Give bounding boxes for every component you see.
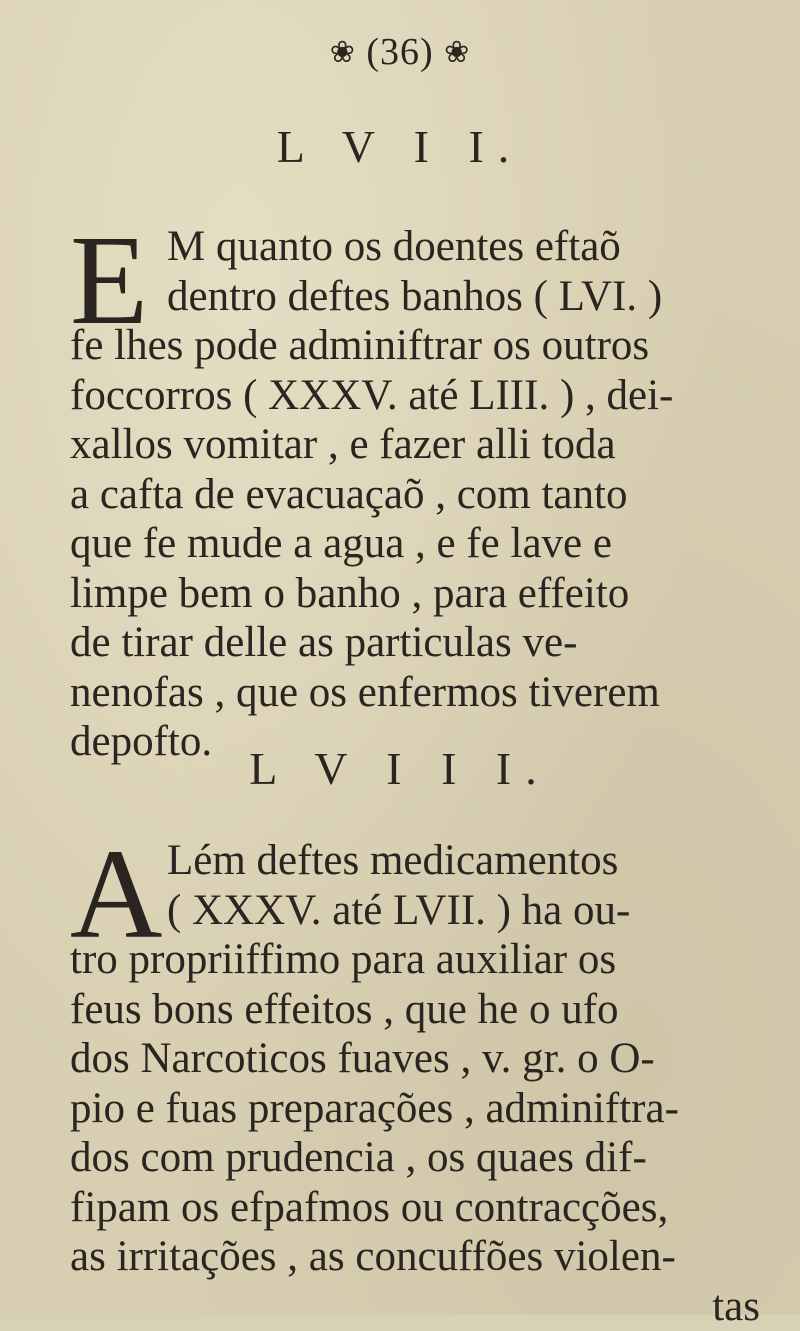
paragraph-lviii (70, 836, 760, 1331)
text-line: pio e fuas preparações , adminiftra- (70, 1084, 760, 1134)
text-line: limpe bem o banho , para effeito (70, 569, 760, 619)
text-line: feus bons effeitos , que he o ufo (70, 985, 760, 1035)
drop-cap-a: A (70, 830, 162, 958)
page-header (0, 30, 800, 74)
text-line: fe lhes pode adminiftrar os outros (70, 321, 760, 371)
section-heading-lvii: L V I I. (0, 120, 800, 173)
drop-cap-e: E (70, 216, 148, 344)
text-line: ( XXXV. até LVII. ) ha ou- (70, 886, 760, 936)
text-line: nenofas , que os enfermos tiverem (70, 668, 760, 718)
text-line: de tirar delle as particulas ve- (70, 618, 760, 668)
text-line: xallos vomitar , e fazer alli toda (70, 420, 760, 470)
text-line: que fe mude a agua , e fe lave e (70, 519, 760, 569)
ornament-right-icon: ❀ (444, 35, 470, 70)
text-line: depofto. (70, 717, 760, 767)
page-number: (36) (366, 31, 433, 73)
text-line: tro propriiffimo para auxiliar os (70, 935, 760, 985)
text-line: as irritações , as concuffões violen- (70, 1232, 760, 1282)
text-line: M quanto os doentes eftaõ (70, 222, 760, 272)
text-line: dos Narcoticos fuaves , v. gr. o O- (70, 1034, 760, 1084)
text-line: Lém deftes medicamentos (70, 836, 760, 886)
text-line: tas (70, 1282, 760, 1331)
text-line: a cafta de evacuaçaõ , com tanto (70, 470, 760, 520)
text-line: dos com prudencia , os quaes dif- (70, 1133, 760, 1183)
paragraph-lvii (70, 222, 760, 767)
section-heading-lviii: L V I I I. (0, 742, 800, 795)
text-line: foccorros ( XXXV. até LIII. ) , dei- (70, 371, 760, 421)
ornament-left-icon: ❀ (330, 35, 356, 70)
text-line: fipam os efpafmos ou contracções, (70, 1183, 760, 1233)
text-line: dentro deftes banhos ( LVI. ) (70, 272, 760, 322)
